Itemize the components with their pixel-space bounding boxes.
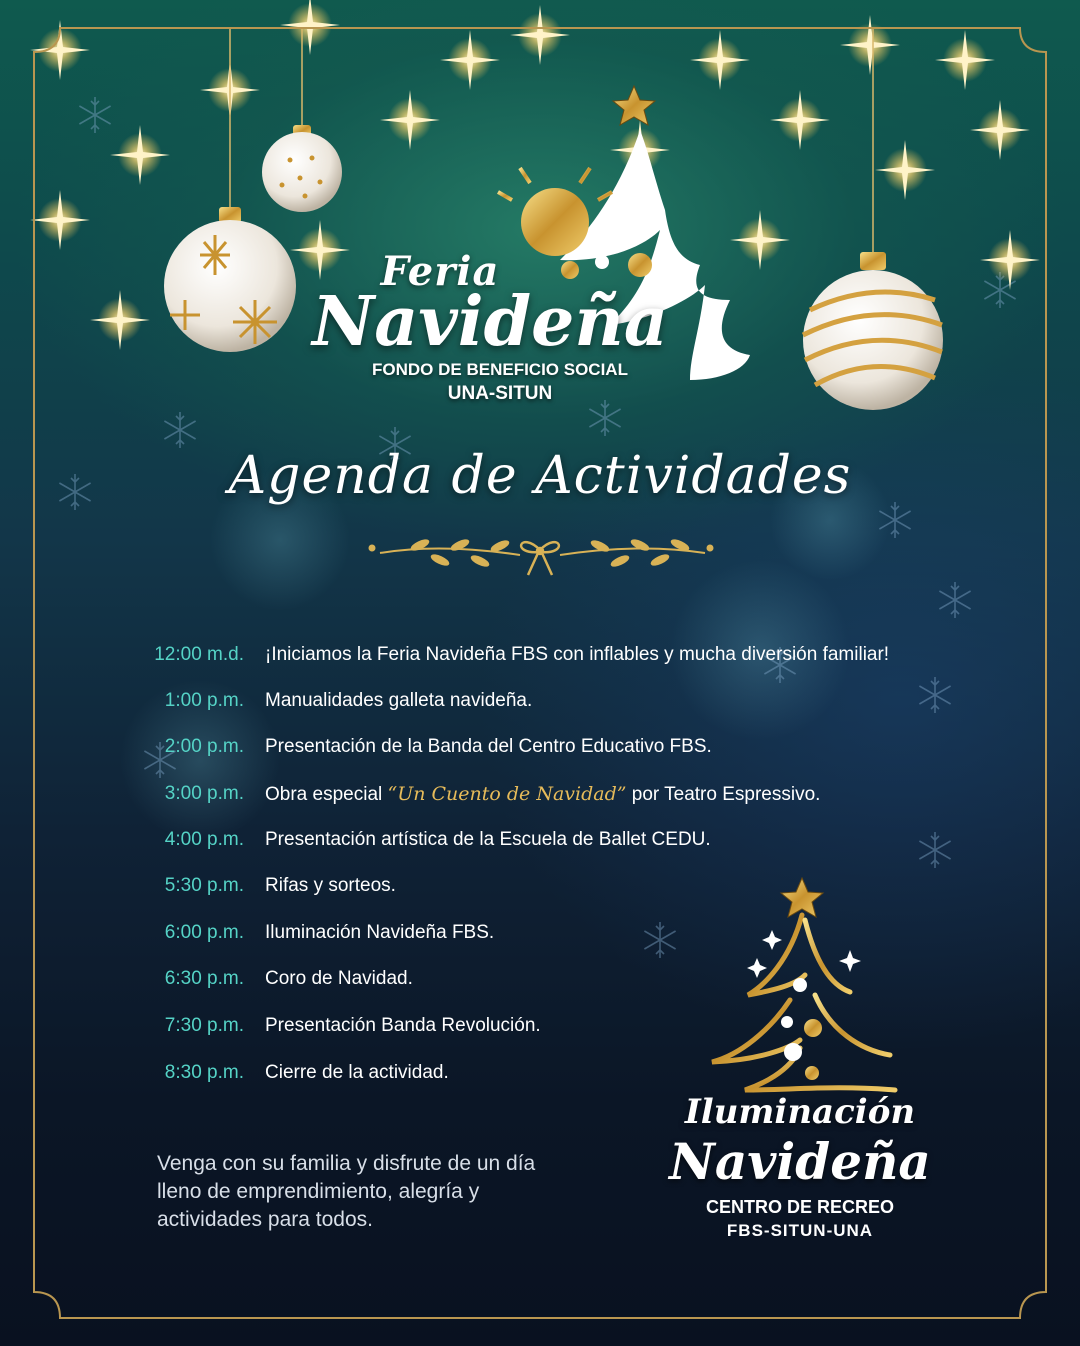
schedule-description: Presentación Banda Revolución.	[265, 1015, 541, 1036]
schedule-description: ¡Iniciamos la Feria Navideña FBS con inflables y mucha diversión familiar!	[265, 644, 890, 665]
schedule-item	[0, 686, 1000, 716]
logo-una-situn-text: UNA-SITUN	[447, 383, 553, 404]
invitation-line: lleno de emprendimiento, alegría y	[157, 1180, 480, 1203]
schedule-time: 4:00 p.m.	[164, 829, 244, 850]
schedule-item	[0, 918, 1000, 948]
invitation-line: actividades para todos.	[157, 1208, 373, 1231]
schedule-time: 12:00 m.d.	[154, 644, 244, 665]
centro-recreo-text: CENTRO DE RECREO	[705, 1197, 894, 1217]
invitation-text	[157, 1150, 617, 1234]
schedule-text-before: Obra especial	[265, 784, 383, 805]
schedule-time: 6:30 p.m.	[164, 968, 244, 989]
schedule-item	[0, 964, 1000, 994]
schedule-description: Presentación artística de la Escuela de Ballet CEDU.	[265, 829, 711, 850]
schedule-time: 7:30 p.m.	[164, 1015, 244, 1036]
schedule-time: 2:00 p.m.	[164, 736, 244, 757]
schedule-description: Cierre de la actividad.	[265, 1062, 449, 1083]
page-title: Agenda de Actividades	[228, 446, 852, 506]
iluminacion-word: Iluminación	[684, 1092, 916, 1132]
schedule-item	[0, 825, 1000, 855]
schedule-time: 6:00 p.m.	[164, 922, 244, 943]
schedule-description: Rifas y sorteos.	[265, 875, 396, 896]
schedule-time: 8:30 p.m.	[164, 1062, 244, 1083]
play-title-highlight: “Un Cuento de Navidad”	[387, 783, 627, 805]
schedule-description	[265, 779, 985, 810]
logo-navidena-word: Navideña	[312, 282, 668, 362]
schedule-text-after: por Teatro Espressivo.	[631, 784, 821, 805]
schedule-description: Presentación de la Banda del Centro Educativo FBS.	[265, 736, 712, 757]
schedule-time: 5:30 p.m.	[164, 875, 244, 896]
schedule-item	[0, 1058, 1000, 1088]
iluminacion-navidena-word: Navideña	[669, 1132, 931, 1191]
logo-feria-word: Feria	[380, 248, 500, 295]
schedule-item	[0, 871, 1000, 901]
schedule-item	[0, 1011, 1000, 1041]
schedule-time: 3:00 p.m.	[164, 783, 244, 804]
schedule-description: Manualidades galleta navideña.	[265, 690, 533, 711]
fbs-situn-una-text: FBS-SITUN-UNA	[726, 1221, 874, 1240]
logo-fondo-text: FONDO DE BENEFICIO SOCIAL	[372, 360, 628, 379]
schedule-description: Iluminación Navideña FBS.	[265, 922, 495, 943]
schedule-item	[0, 732, 1000, 762]
invitation-line: Venga con su familia y disfrute de un día	[157, 1152, 536, 1175]
schedule-item	[0, 640, 1000, 670]
schedule-item	[0, 779, 1000, 809]
schedule-time: 1:00 p.m.	[164, 690, 244, 711]
schedule-description: Coro de Navidad.	[265, 968, 413, 989]
